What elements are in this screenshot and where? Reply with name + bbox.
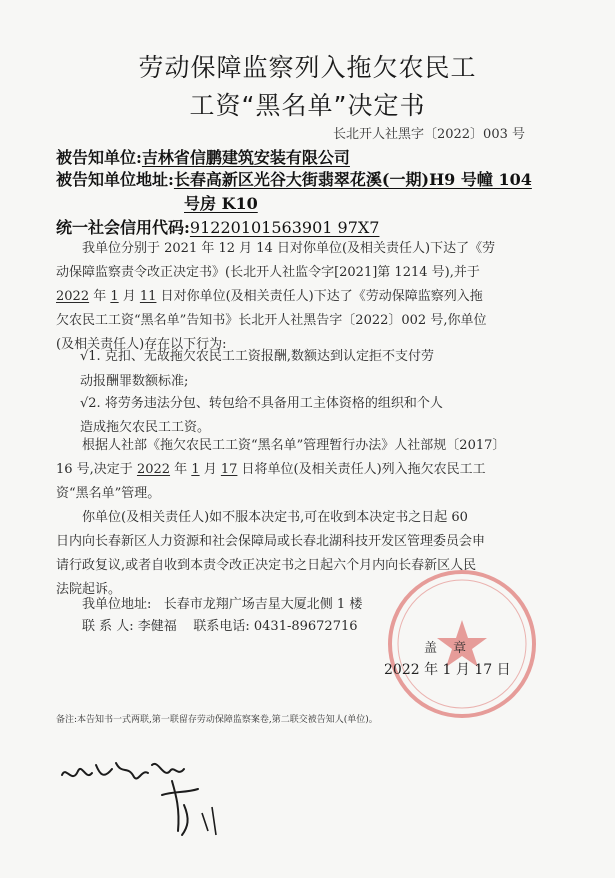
paragraph1-line5: (及相关责任人)存在以下行为: <box>56 337 227 352</box>
document-title-line2: 工资“黑名单”决定书 <box>189 91 426 120</box>
contact-address-row <box>82 593 362 612</box>
paragraph1-line1: 我单位分别于 2021 年 12 月 14 日对你单位(及相关责任人)下达了《劳 <box>82 241 496 256</box>
paragraph2-line2-a: 年 <box>170 462 192 477</box>
notice-day: 11 <box>139 289 157 304</box>
paragraph3-line2: 日内向长春新区人力资源和社会保障局或长春北湖科技开发区管理委员会申 <box>56 534 486 549</box>
paragraph-decision <box>56 434 564 506</box>
paragraph1-line3-c: 日对你单位(及相关责任人)下达了《劳动保障监察列入拖 <box>156 289 483 304</box>
paragraph3-line4: 法院起诉。 <box>56 582 122 597</box>
document-title-line1: 劳动保障监察列入拖欠农民工 <box>138 53 477 82</box>
notified-unit-row <box>56 145 350 168</box>
seal-label: 盖 章 <box>424 641 473 656</box>
issue-date: 2022 年 1 月 17 日 <box>384 662 511 678</box>
notified-address-label: 被告知单位地址: <box>56 170 174 189</box>
paragraph3-line3: 请行政复议,或者自收到本责令改正决定书之日起六个月内向长春新区人民 <box>56 558 477 573</box>
credit-code-row <box>56 215 379 238</box>
notified-address-value-line1: 长春高新区光谷大街翡翠花溪(一期)H9 号幢 104 <box>173 170 532 189</box>
contact-person-label: 联 系 人: <box>82 619 134 634</box>
paragraph1-line4: 欠农民工工资“黑名单”告知书》长北开人社黑告字〔2022〕002 号,你单位 <box>56 313 487 328</box>
decision-month: 1 <box>191 462 200 477</box>
paragraph2-line2-b: 月 <box>199 462 221 477</box>
document-number: 长北开人社黑字〔2022〕003 号 <box>332 127 525 142</box>
paragraph2-line2 <box>56 458 564 482</box>
paragraph-notice-history <box>56 237 564 357</box>
contact-phone-label: 联系电话: <box>193 619 250 634</box>
notified-unit-label: 被告知单位: <box>56 148 142 167</box>
paragraph1-line3 <box>56 285 564 309</box>
contact-person-value: 李健福 <box>137 619 177 634</box>
handwritten-signature <box>52 735 252 845</box>
violation-item-1-cont: 动报酬罪数额标准; <box>80 374 189 389</box>
contact-phone-value: 0431-89672716 <box>253 619 358 634</box>
violation-item-2-cont: 造成拖欠农民工工资。 <box>80 420 211 435</box>
paragraph1-line2: 动保障监察责令改正决定书》(长北开人社监令字[2021]第 1214 号),并于 <box>56 265 480 280</box>
notified-address-value-line2: 号房 K10 <box>184 194 258 213</box>
notified-address-row <box>56 168 556 216</box>
credit-code-value: 91220101563901 97X7 <box>189 218 380 237</box>
contact-address-label: 我单位地址: <box>82 597 152 612</box>
notice-year: 2022 <box>56 289 90 304</box>
paragraph1-line3-a: 年 <box>89 289 111 304</box>
footer-note: 备注:本告知书一式两联,第一联留存劳动保障监察案卷,第二联交被告知人(单位)。 <box>56 715 378 725</box>
paragraph2-line2-c: 日将单位(及相关责任人)列入拖欠农民工工 <box>237 462 486 477</box>
violation-item-1: √1. 克扣、无故拖欠农民工工资报酬,数额达到认定拒不支付劳 <box>80 349 434 364</box>
notified-unit-value: 吉林省信鹏建筑安装有限公司 <box>141 148 350 167</box>
paragraph2-line1: 根据人社部《拖欠农民工工资“黑名单”管理暂行办法》人社部规〔2017〕 <box>82 438 506 453</box>
contact-address-value: 长春市龙翔广场吉星大厦北侧 1 楼 <box>163 597 363 612</box>
decision-year: 2022 <box>136 462 171 477</box>
violation-item-2: √2. 将劳务违法分包、转包给不具备用工主体资格的组织和个人 <box>80 396 443 411</box>
credit-code-label: 统一社会信用代码: <box>56 218 190 237</box>
paragraph2-line2-pre: 16 号,决定于 <box>56 462 137 477</box>
paragraph3-line1: 你单位(及相关责任人)如不服本决定书,可在收到本决定书之日起 60 <box>82 510 468 525</box>
notice-month: 1 <box>110 289 119 304</box>
paragraph1-line3-b: 月 <box>118 289 140 304</box>
contact-person-row <box>82 615 358 634</box>
paragraph2-line3: 资“黑名单”管理。 <box>56 486 161 501</box>
decision-day: 17 <box>220 462 238 477</box>
